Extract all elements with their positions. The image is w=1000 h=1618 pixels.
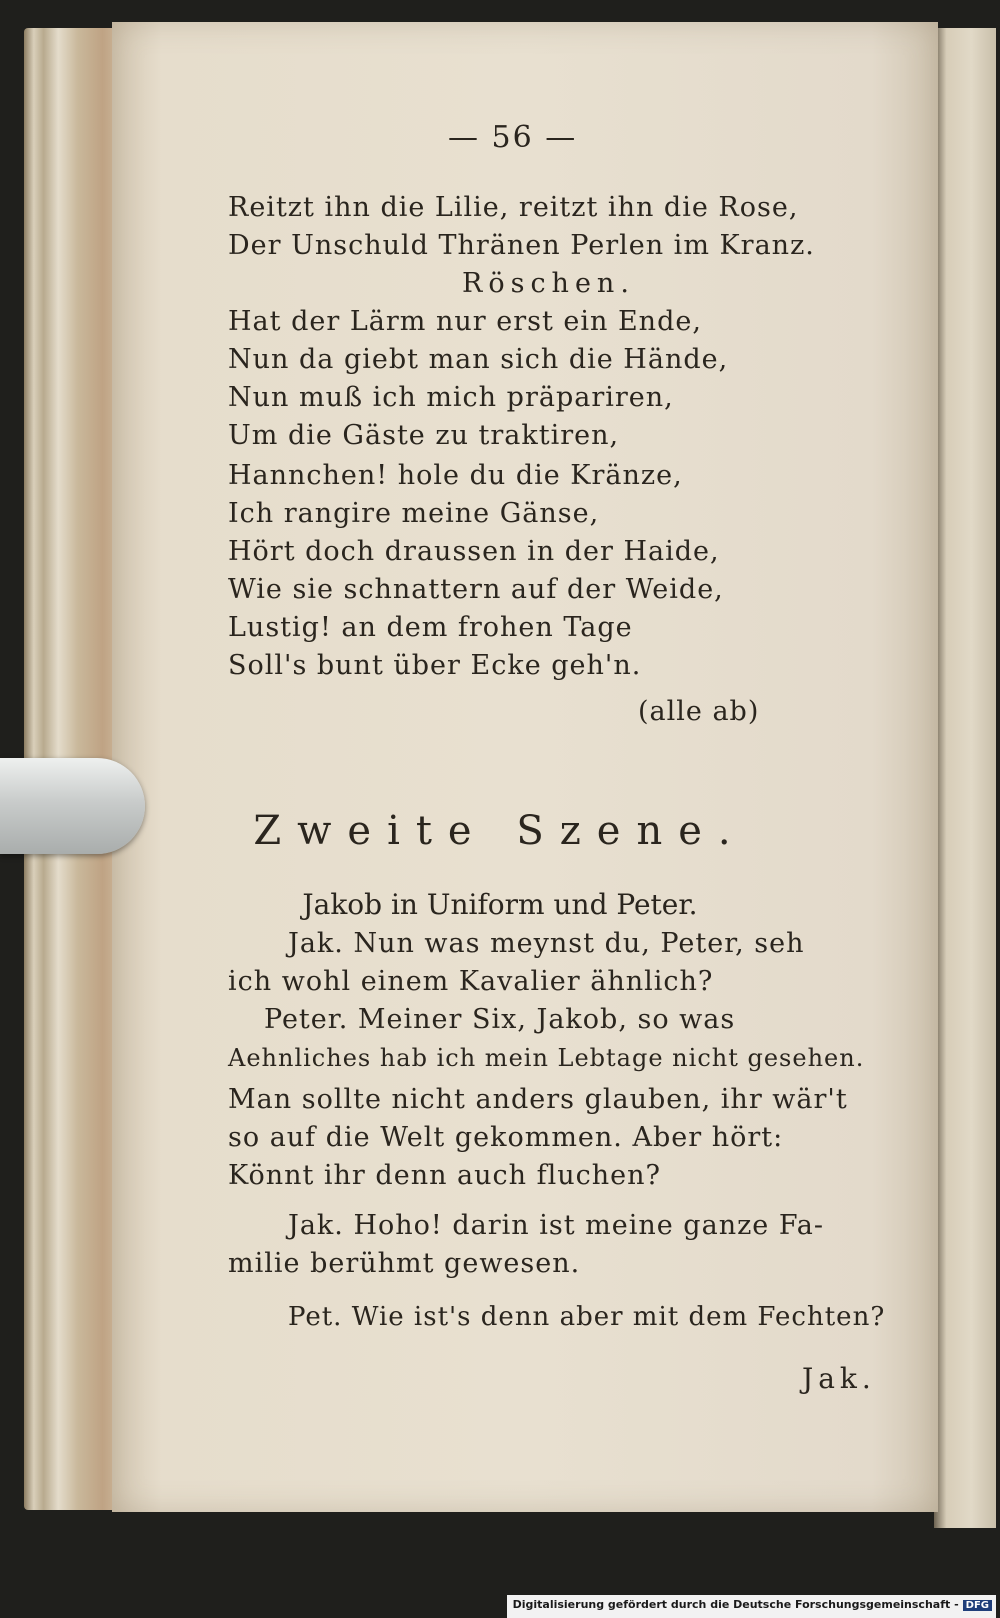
- verse-line: Reitzt ihn die Lilie, reitzt ihn die Rose,: [228, 192, 799, 223]
- dialogue-line: so auf die Welt gekommen. Aber hört:: [228, 1122, 784, 1153]
- speaker-name: Röschen.: [462, 268, 635, 299]
- verse-line: Nun muß ich mich präpariren,: [228, 382, 674, 413]
- verse-line: Um die Gäste zu traktiren,: [228, 420, 620, 451]
- scene-subheading: Jakob in Uniform und Peter.: [302, 888, 698, 921]
- dialogue-line: Peter. Meiner Six, Jakob, so was: [264, 1004, 736, 1035]
- dialogue-line: milie berühmt gewesen.: [228, 1248, 581, 1279]
- footer-text: Digitalisierung gefördert durch die Deutsche Forschungsgemeinschaft -: [512, 1598, 959, 1611]
- dialogue-line: Man sollte nicht anders glauben, ihr wär't: [228, 1084, 848, 1115]
- catchword: Jak.: [802, 1362, 876, 1395]
- scene-heading: Zweite Szene.: [253, 808, 747, 854]
- verse-line: Wie sie schnattern auf der Weide,: [228, 574, 724, 605]
- verse-line: Lustig! an dem frohen Tage: [228, 612, 633, 643]
- footer-credit: [507, 1595, 996, 1618]
- page-number: — 56 —: [448, 120, 578, 155]
- dialogue-line: Jak. Nun was meynst du, Peter, seh: [288, 928, 805, 959]
- stage-direction: (alle ab): [638, 696, 760, 727]
- book-edge-right: [934, 28, 996, 1528]
- verse-line: Der Unschuld Thränen Perlen im Kranz.: [228, 230, 815, 261]
- dialogue-line: Pet. Wie ist's denn aber mit dem Fechten?: [288, 1302, 886, 1332]
- verse-line: Hört doch draussen in der Haide,: [228, 536, 720, 567]
- verse-line: Soll's bunt über Ecke geh'n.: [228, 650, 642, 681]
- dialogue-line: Könnt ihr denn auch fluchen?: [228, 1160, 661, 1191]
- dialogue-line: Aehnliches hab ich mein Lebtage nicht gesehen.: [228, 1044, 865, 1072]
- verse-line: Ich rangire meine Gänse,: [228, 498, 600, 529]
- dialogue-line: ich wohl einem Kavalier ähnlich?: [228, 966, 714, 997]
- dialogue-line: Jak. Hoho! darin ist meine ganze Fa-: [288, 1210, 824, 1241]
- verse-line: Hat der Lärm nur erst ein Ende,: [228, 306, 702, 337]
- dfg-logo: DFG: [963, 1600, 992, 1611]
- verse-line: Hannchen! hole du die Kränze,: [228, 460, 683, 491]
- verse-line: Nun da giebt man sich die Hände,: [228, 344, 729, 375]
